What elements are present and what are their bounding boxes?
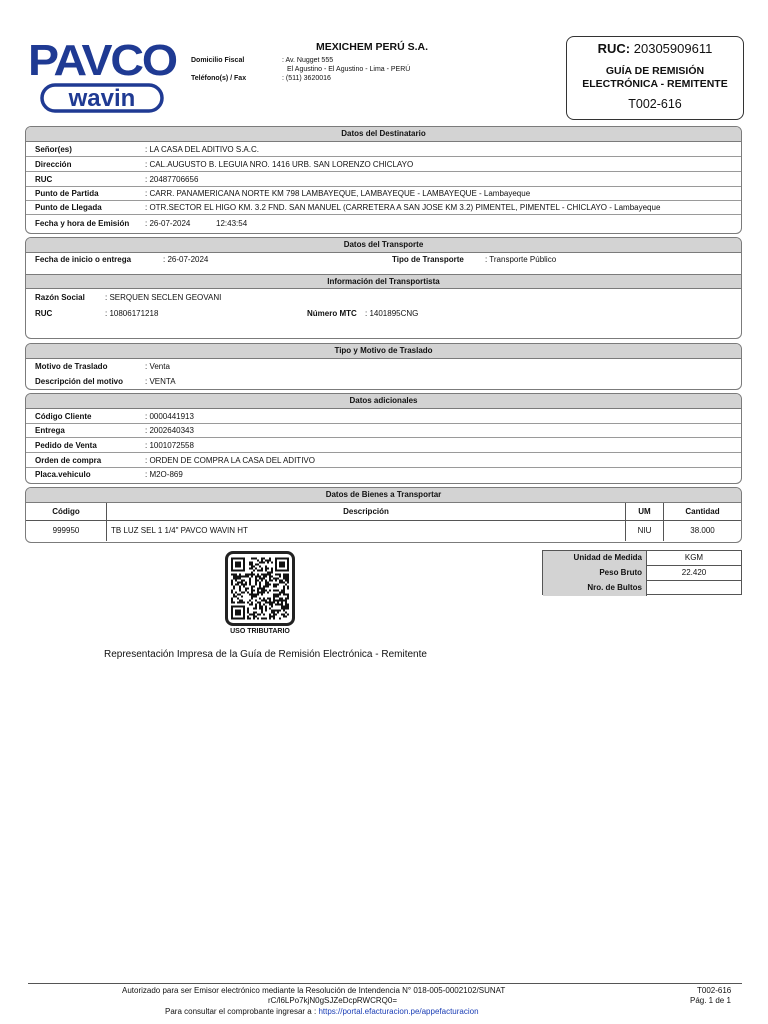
- unidad-medida-value: KGM: [684, 553, 704, 562]
- direccion-label: Dirección: [35, 160, 72, 169]
- motivo-value: : Venta: [145, 362, 170, 371]
- emision-label: Fecha y hora de Emisión: [35, 219, 130, 228]
- destinatario-title: Datos del Destinatario: [26, 127, 741, 142]
- bultos-value: [647, 581, 741, 596]
- col-codigo: Código: [26, 503, 107, 520]
- footer-autorizado: Autorizado para ser Emisor electrónico mediante la Resolución de Intendencia N° 018-005-0002102/SUNAT: [122, 986, 506, 995]
- transporte-title: Datos del Transporte: [26, 238, 741, 253]
- svg-text:wavin: wavin: [68, 85, 136, 112]
- peso-table: [542, 550, 742, 595]
- bultos-label: Nro. de Bultos: [543, 581, 647, 596]
- footer-divider: [28, 983, 742, 984]
- representacion-text: Representación Impresa de la Guía de Remisión Electrónica - Remitente: [104, 649, 427, 660]
- razon-social-label: Razón Social: [35, 293, 85, 302]
- ruc-dest-value: : 20487706656: [145, 175, 199, 184]
- ruc-value: 20305909611: [633, 41, 713, 56]
- mtc-value: : 1401895CNG: [365, 309, 419, 318]
- traslado-title: Tipo y Motivo de Traslado: [26, 344, 741, 359]
- company-name: MEXICHEM PERÚ S.A.: [316, 41, 429, 53]
- tipo-transporte-label: Tipo de Transporte: [392, 255, 464, 264]
- senores-value: : LA CASA DEL ADITIVO S.A.C.: [145, 145, 259, 154]
- codigo-cliente-value: : 0000441913: [145, 412, 194, 421]
- qr-code: [225, 551, 295, 626]
- guia-title: [567, 65, 743, 91]
- qr-caption: USO TRIBUTARIO: [230, 628, 290, 635]
- cell-um: NIU: [626, 521, 664, 541]
- ruc-transportista-label: RUC: [35, 309, 53, 318]
- portal-link[interactable]: https://portal.efacturacion.pe/appefacturacion: [318, 1007, 479, 1016]
- guia-title-line-1: GUÍA DE REMISIÓN: [605, 65, 705, 77]
- descripcion-motivo-value: : VENTA: [145, 377, 176, 386]
- bultos-row: [543, 581, 741, 596]
- emision-time: 12:43:54: [216, 219, 248, 228]
- entrega-label: Entrega: [35, 426, 65, 435]
- partida-value: : CARR. PANAMERICANA NORTE KM 798 LAMBAYEQUE, LAMBAYEQUE - LAMBAYEQUE - Lambayeque: [145, 189, 531, 198]
- emision-date: : 26-07-2024: [145, 219, 191, 228]
- fecha-inicio-label: Fecha de inicio o entrega: [35, 255, 132, 264]
- cell-cantidad: 38.000: [690, 526, 715, 535]
- footer-hash: rC/l6LPo7kjN0gSJZeDcpRWCRQ0=: [268, 996, 398, 1005]
- footer-page: Pág. 1 de 1: [690, 996, 731, 1005]
- pedido-venta-label: Pedido de Venta: [35, 441, 97, 450]
- domicilio-label: Domicilio Fiscal: [191, 57, 245, 64]
- transportista-title: Información del Transportista: [26, 274, 741, 289]
- ruc-dest-label: RUC: [35, 175, 53, 184]
- footer-doc-number: T002-616: [697, 986, 732, 995]
- llegada-label: Punto de Llegada: [35, 203, 102, 212]
- cell-descripcion: TB LUZ SEL 1 1/4" PAVCO WAVIN HT: [107, 521, 626, 541]
- tipo-transporte-value: : Transporte Público: [485, 255, 557, 264]
- peso-bruto-value: 22.420: [681, 568, 707, 577]
- wavin-logo: [40, 83, 164, 113]
- peso-bruto-row: [543, 566, 741, 581]
- entrega-value: : 2002640343: [145, 426, 194, 435]
- domicilio-line-1: : Av. Nugget 555: [282, 57, 334, 64]
- razon-social-value: : SERQUEN SECLEN GEOVANI: [105, 293, 222, 302]
- traslado-section: [25, 343, 742, 390]
- placa-label: Placa.vehiculo: [35, 470, 91, 479]
- orden-compra-label: Orden de compra: [35, 456, 102, 465]
- ruc-line: [567, 41, 743, 56]
- transporte-section: [25, 237, 742, 339]
- ruc-transportista-value: : 10806171218: [105, 309, 159, 318]
- bienes-header-row: [26, 503, 741, 521]
- orden-compra-value: : ORDEN DE COMPRA LA CASA DEL ADITIVO: [145, 456, 315, 465]
- ruc-label: RUC:: [597, 41, 631, 56]
- direccion-value: : CAL.AUGUSTO B. LEGUIA NRO. 1416 URB. SAN LORENZO CHICLAYO: [145, 160, 414, 169]
- fecha-inicio-value: : 26-07-2024: [163, 255, 209, 264]
- peso-bruto-label: Peso Bruto: [543, 566, 647, 581]
- telefono-label: Teléfono(s) / Fax: [191, 75, 247, 82]
- senores-label: Señor(es): [35, 145, 72, 154]
- svg-text:PAVCO: PAVCO: [28, 40, 177, 80]
- qr-code-image: [231, 557, 289, 620]
- unidad-medida-row: [543, 551, 741, 566]
- bienes-title: Datos de Bienes a Transportar: [26, 488, 741, 503]
- table-row: [26, 521, 741, 541]
- adicionales-title: Datos adicionales: [26, 394, 741, 409]
- mtc-label: Número MTC: [307, 309, 357, 318]
- motivo-label: Motivo de Traslado: [35, 362, 108, 371]
- domicilio-line-2: El Agustino - El Agustino - Lima - PERÚ: [287, 66, 411, 73]
- bienes-section: [25, 487, 742, 543]
- descripcion-motivo-label: Descripción del motivo: [35, 377, 124, 386]
- col-cantidad: Cantidad: [685, 507, 720, 516]
- pavco-logo: [28, 40, 178, 80]
- llegada-value: : OTR.SECTOR EL HIGO KM. 3.2 FND. SAN MANUEL (CARRETERA A SAN JOSE KM 3.2) PIMENTEL, PIMENTEL - CHICLAYO - Lambayeque: [145, 203, 661, 212]
- adicionales-section: [25, 393, 742, 484]
- unidad-medida-label: Unidad de Medida: [543, 551, 647, 566]
- guia-title-line-2: ELECTRÓNICA - REMITENTE: [582, 78, 728, 90]
- col-um: UM: [626, 503, 664, 520]
- destinatario-section: [25, 126, 742, 234]
- partida-label: Punto de Partida: [35, 189, 99, 198]
- guia-number: T002-616: [628, 97, 682, 111]
- col-descripcion: Descripción: [107, 503, 626, 520]
- footer-consulta: [165, 1007, 479, 1016]
- ruc-box: [566, 36, 744, 120]
- footer-consulta-label: Para consultar el comprobante ingresar a :: [165, 1007, 317, 1016]
- codigo-cliente-label: Código Cliente: [35, 412, 92, 421]
- telefono-value: : (511) 3620016: [282, 75, 331, 82]
- cell-codigo: 999950: [26, 521, 107, 541]
- placa-value: : M2O-869: [145, 470, 183, 479]
- pedido-venta-value: : 1001072558: [145, 441, 194, 450]
